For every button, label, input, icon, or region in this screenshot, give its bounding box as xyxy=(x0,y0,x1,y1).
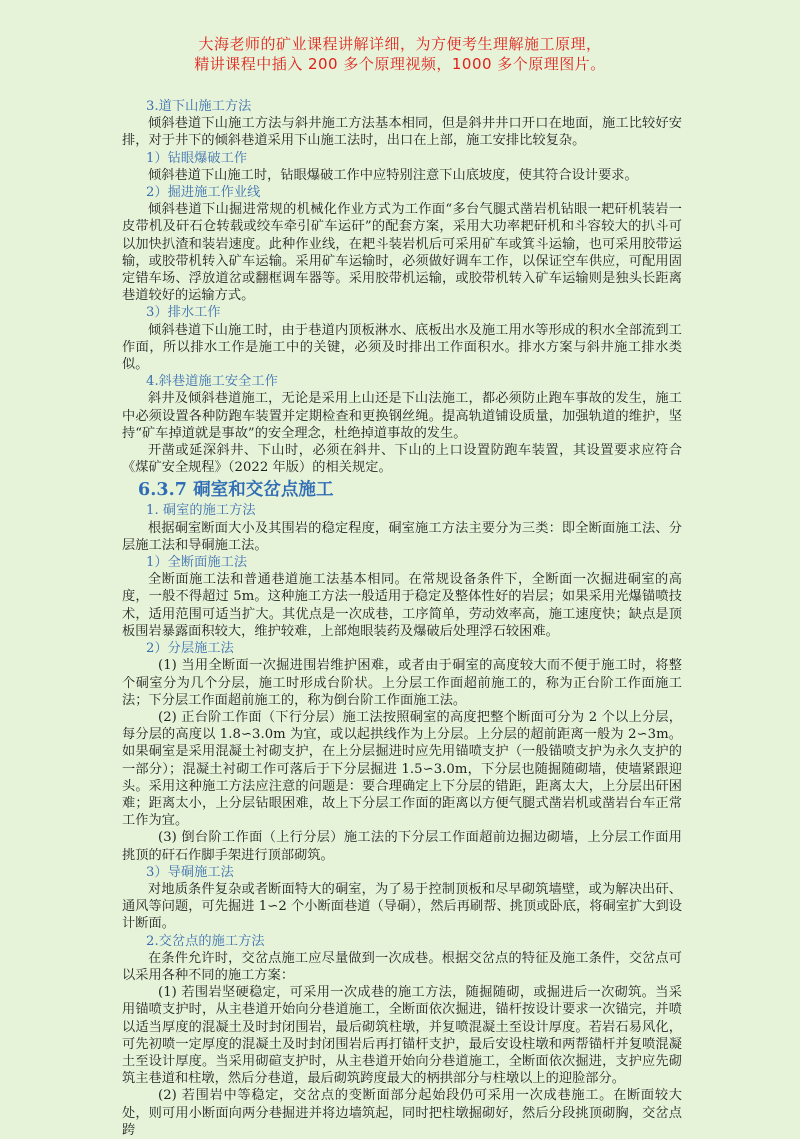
promo-banner xyxy=(0,34,800,74)
subsection-heading: 3.道下山施工方法 xyxy=(146,99,252,114)
document-body xyxy=(122,98,682,1139)
subsection-heading: 3）排水工作 xyxy=(146,305,221,321)
numbered-paragraph: (1) 若围岩坚硬稳定，可采用一次成巷的施工方法，随掘随砌，或掘进后一次砌筑。当采用锚喷支护时，从主巷道开始向分巷道施工，全断面依次掘进，锚杆按设计要求一次锚完，并喷以适当厚度的混凝土及时封闭围岩，最后砌筑柱墩，并复喷混凝土至设计厚度。若岩石易风化，可先初喷一定厚度的混凝土及时封闭围岩后再打锚杆支护，最后安设柱墩和两帮锚杆并复喷混凝土至设计厚度。当采用砌碹支护时，从主巷道开始向分巷道施工，全断面依次掘进，支护应先砌筑主巷道和柱墩，然后分巷道，最后砌筑跨度最大的柄拱部分与柱墩以上的迎脸部分。 xyxy=(122,985,682,1087)
numbered-paragraph: (1) 当用全断面一次掘进围岩维护困难，或者由于硐室的高度较大而不便于施工时，将整个硐室分为几个分层，施工时形成台阶状。上分层工作面超前施工的，称为正台阶工作面施工法；下分层工作面超前施工的，称为倒台阶工作面施工法。 xyxy=(122,658,682,708)
body-paragraph: 对地质条件复杂或者断面特大的硐室，为了易于控制顶板和尽早砌筑墙壁，或为解决出矸、通风等问题，可先掘进 1∽2 个小断面巷道（导硐），然后再刷帮、挑顶或卧底，将硐室扩大到设计断面。 xyxy=(122,881,682,932)
body-paragraph: 倾斜巷道下山施工时，钻眼爆破工作中应特别注意下山底坡度，使其符合设计要求。 xyxy=(148,167,638,183)
body-paragraph: 全断面施工法和普通巷道施工法基本相同。在常规设备条件下，全断面一次掘进硐室的高度，一般不得超过 5m。这种施工方法一般适用于稳定及整体性好的岩层；如果采用光爆锚喷技术，适用范围可适当扩大。其优点是一次成巷，工序简单，劳动效率高，施工速度快；缺点是顶板围岩暴露面积较大，维护较难，上部炮眼装药及爆破后处理浮石较困难。 xyxy=(122,572,682,639)
numbered-paragraph: (3) 倒台阶工作面（上行分层）施工法的下分层工作面超前边掘边砌墙，上分层工作面用挑顶的矸石作脚手架进行顶部砌筑。 xyxy=(122,830,682,863)
subsection-heading: 1. 硐室的施工方法 xyxy=(146,503,256,519)
subsection-heading: 1）全断面施工法 xyxy=(146,555,248,571)
body-paragraph: 倾斜巷道下山掘进常规的机械化作业方式为工作面“多台气腿式凿岩机钻眼一耙矸机装岩一皮带机及矸石仓转载或绞车牵引矿车运矸”的配套方案，采用大功率耙矸机和斗容较大的扒斗可以加快扒渣和装岩速度。此种作业线，在耙斗装岩机后可采用矿车或箕斗运输，也可采用胶带运输，或胶带机转入矿车运输。采用矿车运输时，必须做好调车工作，以保证空车供应，可配用固定错车场、浮放道岔或翻框调车器等。采用胶带机运输，或胶带机转入矿车运输则是独头长距离巷道较好的运输方式。 xyxy=(122,202,682,304)
body-paragraph: 倾斜巷道下山施工时，由于巷道内顶板淋水、底板出水及施工用水等形成的积水全部流到工作面，所以排水工作是施工中的关键，必须及时排出工作面积水。排水方案与斜井施工排水类似。 xyxy=(122,322,682,373)
section-heading: 6.3.7 硐室和交岔点施工 xyxy=(138,480,334,501)
body-paragraph: 根据硐室断面大小及其围岩的稳定程度，硐室施工方法主要分为三类：即全断面施工法、分层施工法和导硐施工法。 xyxy=(122,520,682,553)
numbered-paragraph: (2) 正台阶工作面（下行分层）施工法按照硐室的高度把整个断面可分为 2 个以上分层，每分层的高度以 1.8∽3.0m 为宜，或以起拱线作为上分层。上分层的超前距离一般为 2∽3m。如果硐室是采用混凝土衬砌支护，在上分层掘进时应先用锚喷支护（一般锚喷支护为永久支护的一部分）；混凝土衬砌工作可落后于下分层掘进 1.5∽3.0m，下分层也随掘随砌墙，使墙紧跟迎头。采用这种施工方法应注意的问题是：要合理确定上下分层的错距，距离太大，上分层出矸困难；距离太小，上分层钻眼困难，故上下分层工作面的距离以方便气腿式凿岩机或凿岩台车正常工作为宜。 xyxy=(122,709,682,829)
body-paragraph: 倾斜巷道下山施工方法与斜井施工方法基本相同，但是斜井井口开口在地面，施工比较好安排，对于井下的倾斜巷道采用下山施工法时，出口在上部，施工安排比较复杂。 xyxy=(122,116,682,149)
subsection-heading: 1）钻眼爆破工作 xyxy=(146,150,248,166)
body-paragraph: 斜井及倾斜巷道施工，无论是采用上山还是下山法施工，都必须防止跑车事故的发生，施工中必须设置各种防跑车装置并定期检查和更换钢丝绳。提高轨道铺设质量，加强轨道的维护，坚持“矿车掉道就是事故”的安全理念，杜绝掉道事故的发生。 xyxy=(122,391,682,441)
subsection-heading: 2）掘进施工作业线 xyxy=(146,185,261,201)
subsection-heading: 4.斜巷道施工安全工作 xyxy=(146,374,278,390)
body-paragraph: 开凿或延深斜井、下山时，必须在斜井、下山的上口设置防跑车装置，其设置要求应符合《煤矿安全规程》（2022 年版）的相关规定。 xyxy=(122,443,682,476)
subsection-heading: 2.交岔点的施工方法 xyxy=(146,933,265,949)
numbered-paragraph: (2) 若围岩中等稳定，交岔点的变断面部分起始段仍可采用一次成巷施工。在断面较大处，则可用小断面向两分巷掘进并将边墙筑起，同时把柱墩掘砌好，然后分段挑顶砌胸，交岔点跨 xyxy=(122,1088,682,1138)
subsection-heading: 3）导硐施工法 xyxy=(146,864,234,880)
banner-line-1: 大海老师的矿业课程讲解详细，为方便考生理解施工原理， xyxy=(198,35,602,53)
body-paragraph: 在条件允许时，交岔点施工应尽量做到一次成巷。根据交岔点的特征及施工条件，交岔点可以采用各种不同的施工方案： xyxy=(122,950,682,983)
banner-line-2: 精讲课程中插入 200 多个原理视频，1000 多个原理图片。 xyxy=(194,55,606,73)
subsection-heading: 2）分层施工法 xyxy=(146,641,234,657)
